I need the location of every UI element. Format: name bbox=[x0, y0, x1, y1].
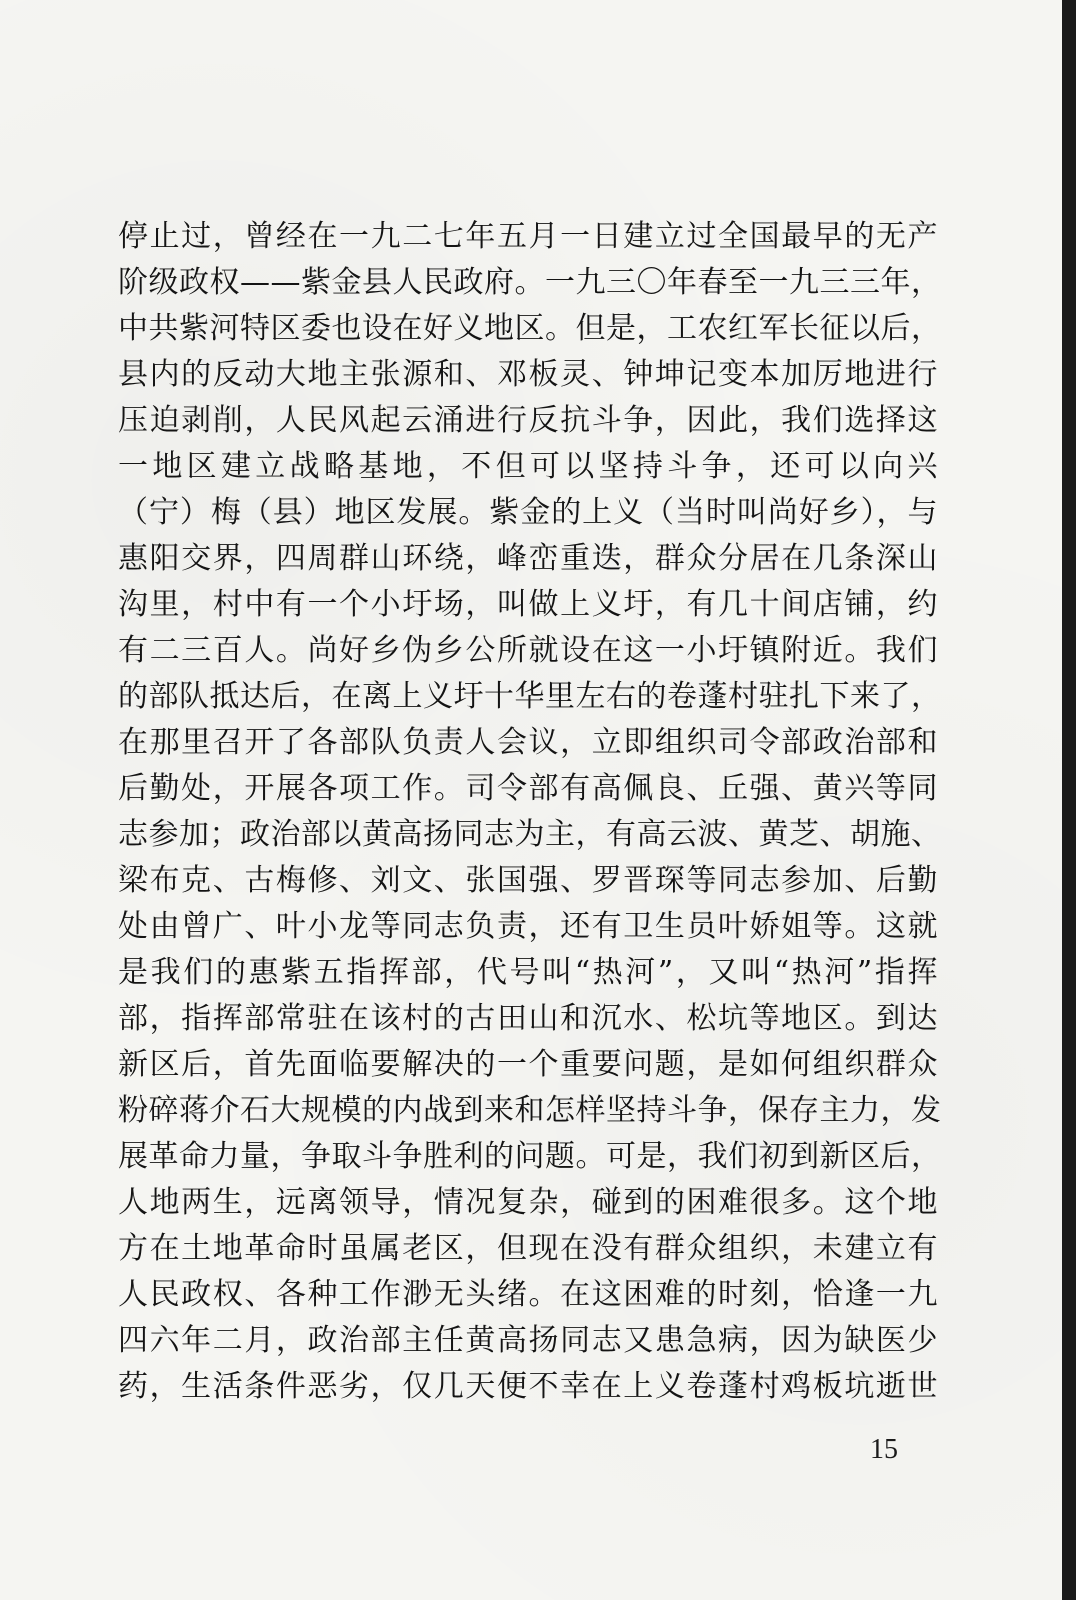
text-line: 是我们的惠紫五指挥部，代号叫“热河”，又叫“热河”指挥 bbox=[118, 955, 938, 990]
text-line: 的部队抵达后，在离上义圩十华里左右的卷蓬村驻扎下来了， bbox=[118, 679, 942, 714]
text-line: 中共紫河特区委也设在好义地区。但是，工农红军长征以后， bbox=[118, 311, 942, 346]
text-line: 处由曾广、叶小龙等同志负责，还有卫生员叶娇姐等。这就 bbox=[118, 909, 938, 944]
scan-edge-shadow bbox=[1062, 0, 1076, 1600]
text-line: 县内的反动大地主张源和、邓板灵、钟坤记变本加厉地进行 bbox=[118, 357, 938, 392]
text-line: 展革命力量，争取斗争胜利的问题。可是，我们初到新区后， bbox=[118, 1139, 942, 1174]
text-line: 有二三百人。尚好乡伪乡公所就设在这一小圩镇附近。我们 bbox=[118, 633, 938, 668]
page-number: 15 bbox=[870, 1434, 898, 1465]
text-line: 惠阳交界，四周群山环绕，峰峦重迭，群众分居在几条深山 bbox=[118, 541, 938, 576]
text-line: 一地区建立战略基地，不但可以坚持斗争，还可以向兴 bbox=[118, 449, 938, 484]
text-line: 沟里，村中有一个小圩场，叫做上义圩，有几十间店铺，约 bbox=[118, 587, 938, 622]
text-line: 阶级政权——紫金县人民政府。一九三〇年春至一九三三年， bbox=[118, 265, 942, 300]
text-line: 后勤处，开展各项工作。司令部有高佩良、丘强、黄兴等同 bbox=[118, 771, 938, 806]
text-line: 人民政权、各种工作渺无头绪。在这困难的时刻，恰逢一九 bbox=[118, 1277, 938, 1312]
text-line: 梁布克、古梅修、刘文、张国强、罗晋琛等同志参加、后勤 bbox=[118, 863, 938, 898]
text-line: 人地两生，远离领导，情况复杂，碰到的困难很多。这个地 bbox=[118, 1185, 938, 1220]
body-text bbox=[118, 214, 942, 1410]
text-line: 志参加；政治部以黄高扬同志为主，有高云波、黄芝、胡施、 bbox=[118, 817, 942, 852]
text-line: 四六年二月，政治部主任黄高扬同志又患急病，因为缺医少 bbox=[118, 1323, 938, 1358]
text-line: 停止过，曾经在一九二七年五月一日建立过全国最早的无产 bbox=[118, 219, 938, 254]
text-line: 在那里召开了各部队负责人会议，立即组织司令部政治部和 bbox=[118, 725, 938, 760]
text-line: 方在土地革命时虽属老区，但现在没有群众组织，未建立有 bbox=[118, 1231, 938, 1266]
text-line: 粉碎蒋介石大规模的内战到来和怎样坚持斗争，保存主力，发 bbox=[118, 1093, 942, 1128]
text-line: 药，生活条件恶劣，仅几天便不幸在上义卷蓬村鸡板坑逝世 bbox=[118, 1369, 938, 1404]
text-line: （宁）梅（县）地区发展。紫金的上义（当时叫尚好乡），与 bbox=[118, 495, 938, 530]
text-line: 新区后，首先面临要解决的一个重要问题，是如何组织群众 bbox=[118, 1047, 938, 1082]
text-line: 部，指挥部常驻在该村的古田山和沉水、松坑等地区。到达 bbox=[118, 1001, 938, 1036]
text-line: 压迫剥削，人民风起云涌进行反抗斗争，因此，我们选择这 bbox=[118, 403, 938, 438]
